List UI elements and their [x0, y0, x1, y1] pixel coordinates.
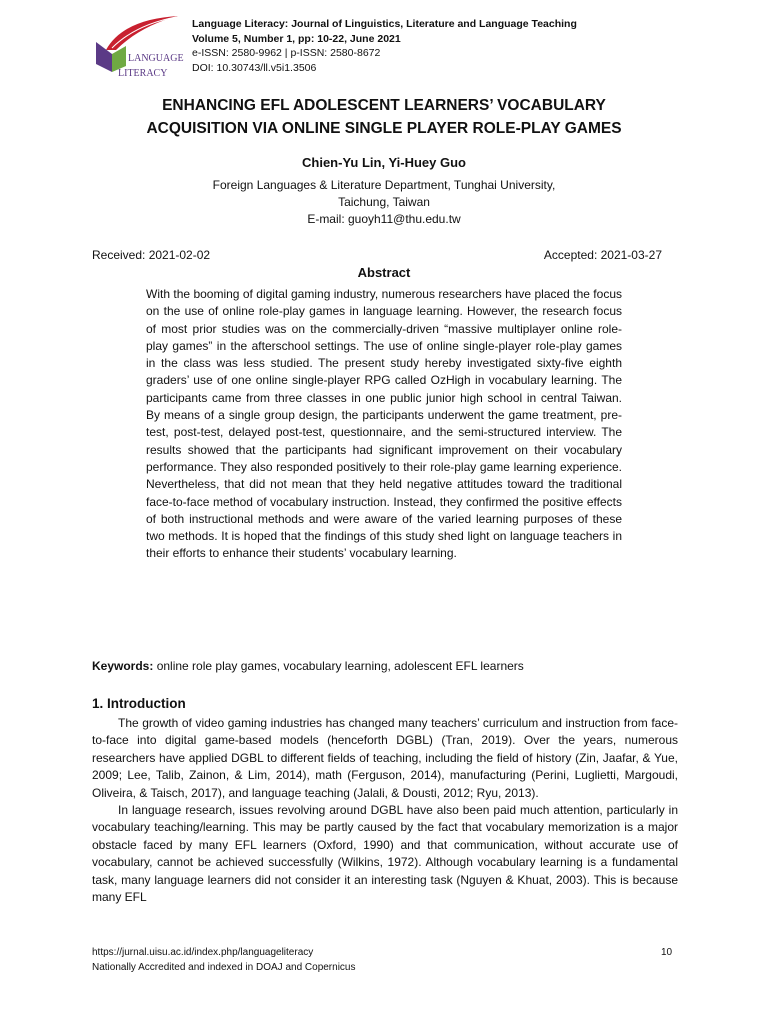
footer-url[interactable]: https://jurnal.uisu.ac.id/index.php/languageliteracy — [92, 947, 314, 958]
logo-word-literacy: LITERACY — [118, 68, 168, 79]
volume-info: Volume 5, Number 1, pp: 10-22, June 2021 — [192, 32, 401, 45]
red-feather-icon — [106, 16, 178, 50]
title-line-2: ACQUISITION VIA ONLINE SINGLE PLAYER ROLE-PLAY GAMES — [146, 120, 622, 137]
abstract-heading: Abstract — [357, 265, 411, 280]
section-heading-introduction: 1. Introduction — [92, 696, 186, 711]
accepted-date: Accepted: 2021-03-27 — [543, 248, 662, 262]
footer-note: Nationally Accredited and indexed in DOAJ and Copernicus — [92, 962, 356, 973]
keywords-label: Keywords: — [92, 659, 154, 673]
abstract-text: With the booming of digital gaming industry, numerous researchers have placed the focus on the use of online role-play games in language learning. However, the research focus of most prior studies was on the commercially-driven “massive multiplayer online role-play games” in the afterschool settings. The use of online single-player role-play games in the class was less studied. The present study hereby investigated sixty-five eighth graders’ use of one online single-player RPG called OzHigh in vocabulary learning. The participants came from three classes in one public junior high school in central Taiwan. By means of a single group design, the participants underwent the game treatment, pre-test, post-test, delayed post-test, questionnaire, and the semi-structured interview. The results showed that the participants had significant improvement on their vocabulary performance. They also responded positively to their role-play game learning experience. Nevertheless, that did not mean that they held negative attitudes toward the traditional face-to-face method of vocabulary instruction. Instead, they confirmed the positive effects of both instructional methods and were aware of the varied learning purposes of these two methods. It is hoped that the findings of this study shed light on language teachers in their efforts to enhance their students’ vocabulary learning. — [146, 287, 622, 561]
affiliation-line-2: Taichung, Taiwan — [338, 195, 430, 209]
paper-title — [60, 94, 708, 140]
intro-paragraph: In language research, issues revolving around DGBL have also been paid much attention, particularly in vocabulary teaching/learning. This may be partly caused by the fact that vocabulary memorization is a major obstacle faced by many EFL learners (Oxford, 1990) and that communication, without accurate use of vocabulary, cannot be achieved successfully (Wilkins, 1972). Although vocabulary learning is a fundamental task, many language learners did not consider it an interesting task (Nguyen & Khuat, 2003). This is because many EFL — [92, 803, 678, 905]
keywords-text: online role play games, vocabulary learning, adolescent EFL learners — [153, 659, 524, 673]
authors: Chien-Yu Lin, Yi-Huey Guo — [302, 155, 466, 170]
logo-word-language: LANGUAGE — [128, 53, 184, 64]
received-date: Received: 2021-02-02 — [92, 248, 211, 262]
email: E-mail: guoyh11@thu.edu.tw — [307, 212, 461, 226]
journal-logo — [92, 14, 184, 80]
keywords — [92, 659, 524, 673]
affiliation-line-1: Foreign Languages & Literature Department, Tunghai University, — [212, 178, 556, 192]
affiliation — [0, 177, 768, 228]
page-number: 10 — [661, 947, 673, 958]
intro-paragraph: The growth of video gaming industries has changed many teachers’ curriculum and instruction from face-to-face into digital game-based models (henceforth DGBL) (Tran, 2019). Over the years, numerous researchers have applied DGBL to different fields of teaching, including the field of history (Zin, Jaafar, & Yue, 2009; Lee, Talib, Zainon, & Lim, 2014), math (Ferguson, 2014), manufacturing (Perini, Luglietti, Margoudi, Oliveira, & Taisch, 2017), and language teaching (Jalali, & Dousti, 2012; Ryu, 2013). — [92, 716, 678, 800]
title-line-1: ENHANCING EFL ADOLESCENT LEARNERS’ VOCABULARY — [162, 97, 606, 114]
journal-meta — [192, 17, 577, 75]
introduction-body — [92, 715, 678, 906]
doi: DOI: 10.30743/ll.v5i1.3506 — [192, 61, 317, 74]
journal-title: Language Literacy: Journal of Linguistics, Literature and Language Teaching — [192, 18, 577, 30]
issn: e-ISSN: 2580-9962 | p-ISSN: 2580-8672 — [192, 47, 381, 59]
